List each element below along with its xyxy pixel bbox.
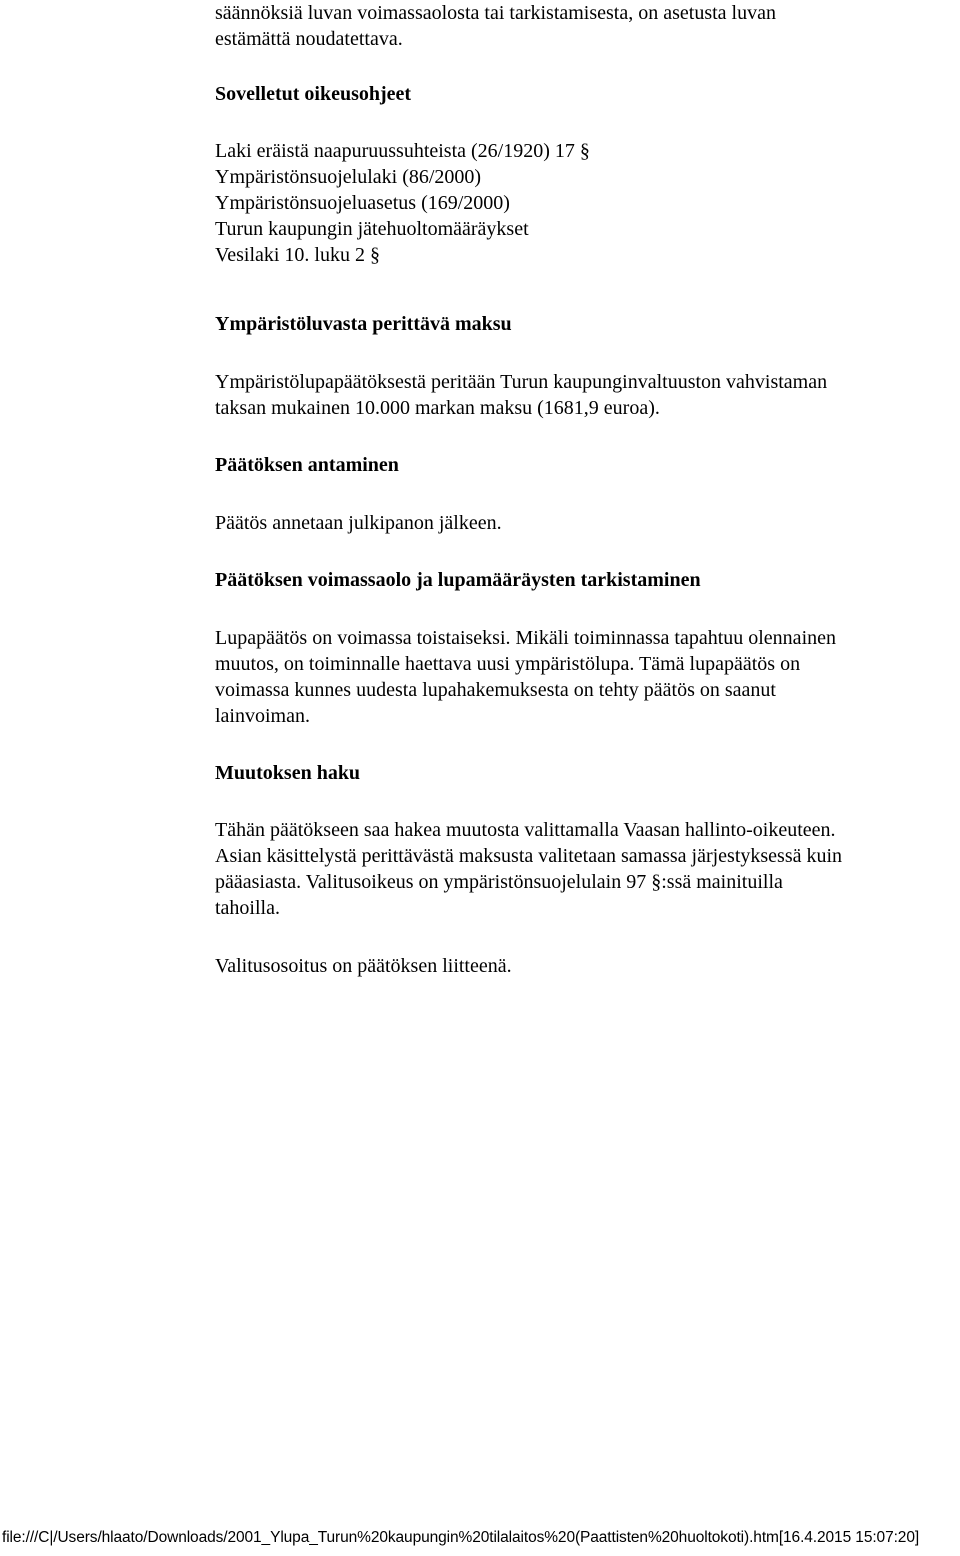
applied-law-heading: Sovelletut oikeusohjeet <box>215 83 412 105</box>
validity-line: muutos, on toiminnalle haettava uusi ympäristölupa. Tämä lupapäätös on <box>215 653 801 675</box>
giving-heading: Päätöksen antaminen <box>215 454 399 476</box>
validity-line: Lupapäätös on voimassa toistaiseksi. Mikäli toiminnassa tapahtuu olennainen <box>215 627 836 649</box>
fee-line: Ympäristölupapäätöksestä peritään Turun kaupunginvaltuuston vahvistaman <box>215 371 828 393</box>
fee-line: taksan mukainen 10.000 markan maksu (1681,9 euroa). <box>215 397 660 419</box>
law-item: Turun kaupungin jätehuoltomääräykset <box>215 218 529 240</box>
appeal-line: Tähän päätökseen saa hakea muutosta valittamalla Vaasan hallinto-oikeuteen. <box>215 819 836 841</box>
law-item: Ympäristönsuojeluasetus (169/2000) <box>215 192 510 214</box>
giving-paragraph <box>215 510 502 536</box>
fee-heading: Ympäristöluvasta perittävä maksu <box>215 313 512 335</box>
giving-line: Päätös annetaan julkipanon jälkeen. <box>215 512 502 534</box>
appeal-note: Valitusosoitus on päätöksen liitteenä. <box>215 955 512 977</box>
appeal-paragraph <box>215 817 842 921</box>
appeal-line: pääasiasta. Valitusoikeus on ympäristönsuojelulain 97 §:ssä mainituilla <box>215 871 783 893</box>
law-item: Vesilaki 10. luku 2 § <box>215 244 380 266</box>
law-item: Laki eräistä naapuruussuhteista (26/1920) 17 § <box>215 140 590 162</box>
appeal-line: tahoilla. <box>215 897 280 919</box>
file-path-footer: file:///C|/Users/hlaato/Downloads/2001_Ylupa_Turun%20kaupungin%20tilalaitos%20(Paattisten%20huoltokoti).htm[16.4.2015 15:07:20] <box>2 1529 920 1546</box>
applied-law-list <box>215 138 590 268</box>
fee-paragraph <box>215 369 827 421</box>
appeal-line: Asian käsittelystä perittävästä maksusta valitetaan samassa järjestyksessä kuin <box>215 845 843 867</box>
validity-heading: Päätöksen voimassaolo ja lupamääräysten tarkistaminen <box>215 569 701 591</box>
intro-line: säännöksiä luvan voimassaolosta tai tarkistamisesta, on asetusta luvan <box>215 2 776 24</box>
intro-paragraph <box>215 0 776 52</box>
validity-paragraph <box>215 625 836 729</box>
validity-line: lainvoiman. <box>215 705 310 727</box>
appeal-heading: Muutoksen haku <box>215 762 361 784</box>
law-item: Ympäristönsuojelulaki (86/2000) <box>215 166 482 188</box>
validity-line: voimassa kunnes uudesta lupahakemuksesta on tehty päätös on saanut <box>215 679 776 701</box>
intro-line: estämättä noudatettava. <box>215 28 403 50</box>
